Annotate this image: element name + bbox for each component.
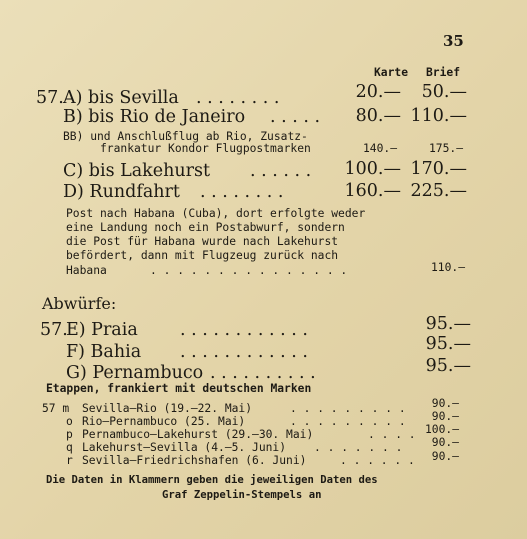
leader-dots: . . . . . . . . .: [290, 402, 406, 415]
bb-note-line1: BB) und Anschlußflug ab Rio, Zusatz-: [63, 130, 308, 143]
drop-g-label: G) Pernambuco: [66, 363, 204, 383]
stage-price: 90.—: [431, 397, 459, 410]
row-a-letter-price: 50.—: [421, 82, 467, 102]
drop-f-price: 95.—: [425, 334, 471, 354]
stage-price: 100.—: [424, 423, 459, 436]
row-d-label: D) Rundfahrt: [63, 182, 180, 202]
habana-note-line: befördert, dann mit Flugzeug zurück nach: [66, 249, 339, 262]
leader-dots: . . . .: [368, 428, 416, 441]
card-column-header: Karte: [374, 66, 409, 79]
habana-note-line: Habana: [66, 264, 107, 277]
row-b-card-price: 80.—: [355, 106, 401, 126]
leader-dots: . . . . . . . . .: [290, 415, 406, 428]
leader-dots: . . . . . . . .: [196, 88, 280, 108]
stage-price: 90.—: [431, 450, 459, 463]
row-c-letter-price: 170.—: [410, 159, 467, 179]
stage-code: r: [66, 454, 73, 467]
stage-code: p: [66, 428, 73, 441]
bb-letter-price: 175.—: [428, 142, 463, 155]
row-c-label: C) bis Lakehurst: [63, 161, 211, 181]
row-c-card-price: 100.—: [344, 159, 401, 179]
leader-dots: . . . . . .: [340, 454, 415, 467]
drop-e-label: E) Praia: [66, 320, 138, 340]
stage-label: Pernambuco—Lakehurst (29.—30. Mai): [82, 428, 314, 441]
stages-heading: Etappen, frankiert mit deutschen Marken: [46, 382, 312, 395]
page-number: 35: [443, 32, 464, 50]
row-b-label: B) bis Rio de Janeiro: [63, 107, 246, 127]
item-number: 57.: [36, 88, 64, 108]
item-number: 57.: [40, 320, 68, 340]
leader-dots: . . . . . . . . . .: [210, 363, 316, 383]
bb-note-line2: frankatur Kondor Flugpostmarken: [100, 142, 311, 155]
stage-label: Lakehurst—Sevilla (4.—5. Juni): [82, 441, 287, 454]
stage-code: o: [66, 415, 73, 428]
leader-dots: . . . . . . . . . . . . . . .: [150, 264, 348, 277]
drops-heading: Abwürfe:: [42, 294, 117, 313]
leader-dots: . . . . . . .: [314, 441, 403, 454]
row-d-card-price: 160.—: [344, 181, 401, 201]
habana-price: 110.—: [430, 261, 465, 274]
row-a-card-price: 20.—: [355, 82, 401, 102]
habana-note-line: die Post für Habana wurde nach Lakehurst: [66, 235, 339, 248]
leader-dots: . . . . .: [270, 107, 321, 127]
leader-dots: . . . . . . . . . . . .: [180, 342, 308, 362]
drop-g-price: 95.—: [425, 356, 471, 376]
stage-label: Sevilla—Friedrichshafen (6. Juni): [82, 454, 307, 467]
habana-note-line: Post nach Habana (Cuba), dort erfolgte weder: [66, 207, 366, 220]
stage-code: q: [66, 441, 73, 454]
stage-label: Sevilla—Rio (19.—22. Mai): [82, 402, 253, 415]
stage-price: 90.—: [431, 436, 459, 449]
stage-code: 57 m: [42, 402, 70, 415]
row-d-letter-price: 225.—: [410, 181, 467, 201]
footer-note-line2: Graf Zeppelin-Stempels an: [162, 489, 322, 501]
row-a-label: A) bis Sevilla: [63, 88, 179, 108]
letter-column-header: Brief: [426, 66, 461, 79]
drop-e-price: 95.—: [425, 314, 471, 334]
drop-f-label: F) Bahia: [66, 342, 142, 362]
footer-note-line1: Die Daten in Klammern geben die jeweiligen Daten des: [46, 474, 378, 486]
row-b-letter-price: 110.—: [410, 106, 467, 126]
leader-dots: . . . . . . . .: [200, 182, 284, 202]
leader-dots: . . . . . . . . . . . .: [180, 320, 308, 340]
leader-dots: . . . . . .: [250, 161, 312, 181]
stage-label: Rio—Pernambuco (25. Mai): [82, 415, 246, 428]
bb-card-price: 140.—: [362, 142, 397, 155]
habana-note-line: eine Landung noch ein Postabwurf, sondern: [66, 221, 345, 234]
stage-price: 90.—: [431, 410, 459, 423]
